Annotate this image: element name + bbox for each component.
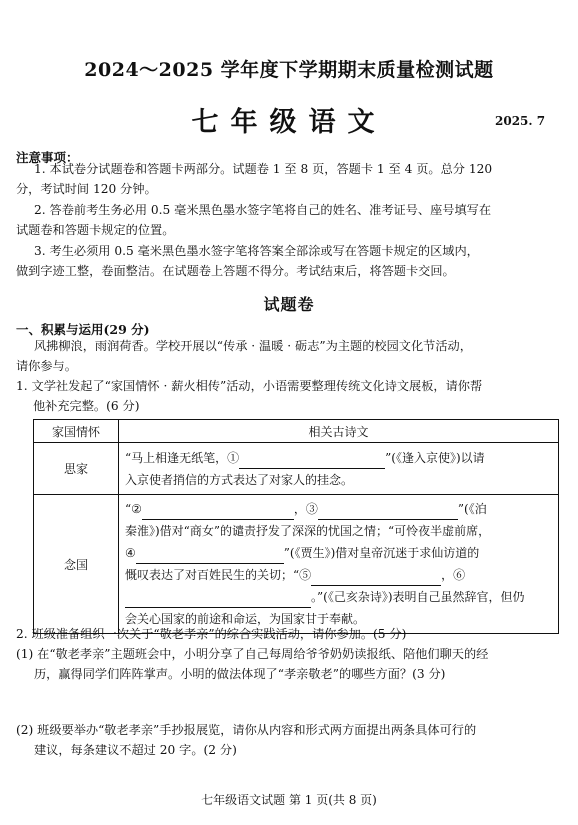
part1-intro-line: 请你参与。 — [16, 359, 77, 373]
poem-text: 会关心国家的前途和命运，为国家甘于奉献。 — [125, 612, 366, 626]
poem-text: ”(《逢入京使》)以请 — [385, 450, 485, 465]
notes-line: 分，考试时间 120 分钟。 — [16, 182, 157, 196]
table-header-content: 相关古诗文 — [119, 420, 559, 443]
notes-line: 试题卷和答题卡规定的位置。 — [16, 223, 175, 237]
poem-text: ④ — [125, 546, 136, 560]
row-category: 念国 — [34, 495, 119, 634]
subject-title: 七年级语文 — [191, 107, 387, 138]
poem-text: 。”(《己亥杂诗》)表明自己虽然辞官，但仍 — [311, 590, 525, 604]
poem-text: “② — [125, 502, 142, 516]
poem-text: “马上相逢无纸笔，① — [125, 450, 240, 465]
exam-title: 2024～2025 学年度下学期期末质量检测试题 — [84, 59, 494, 81]
table-row — [34, 443, 559, 495]
answer-blank-4[interactable] — [136, 549, 284, 564]
question-2-stem: 2. 班级准备组织一次关于“敬老孝亲”的综合实践活动，请你参加。(5 分) — [16, 627, 407, 641]
part1-intro-line: 风拂柳浪，雨润荷香。学校开展以“传承 · 温暖 · 砺志”为主题的校园文化节活动， — [34, 339, 472, 353]
notes-line: 3. 考生必须用 0.5 毫米黑色墨水签字笔将答案全部涂或写在答题卡规定的区域内， — [34, 244, 479, 258]
poem-text: ，⑥ — [441, 568, 466, 582]
table-header-row — [34, 420, 559, 443]
poem-text: 秦淮》)借对“商女”的谴责抒发了深深的忧国之情；“可怜夜半虚前席， — [125, 524, 491, 538]
poem-text: ，③ — [293, 502, 318, 516]
page-footer: 七年级语文试题 第 1 页(共 8 页) — [201, 793, 377, 807]
poem-text: 慨叹表达了对百姓民生的关切；“⑤ — [125, 568, 312, 582]
question-2-2-line: 建议，每条建议不超过 20 字。(2 分) — [34, 743, 237, 757]
notes-heading: 注意事项： — [16, 150, 79, 165]
notes-line: 2. 答卷前考生务必用 0.5 毫米黑色墨水签字笔将自己的姓名、准考证号、座号填写在 — [34, 203, 492, 217]
answer-blank-2[interactable] — [142, 505, 294, 520]
poem-text: ”(《泊 — [457, 502, 487, 516]
section-title: 试题卷 — [263, 295, 315, 314]
poem-table — [33, 419, 559, 634]
notes-line: 做到字迹工整，卷面整洁。在试题卷上答题不得分。考试结束后，将答题卡交回。 — [16, 264, 455, 278]
answer-blank-1[interactable] — [239, 454, 385, 469]
question-2-1-line: (1) 在“敬老孝亲”主题班会中，小明分享了自己每周给爷爷奶奶读报纸、陪他们聊天的经 — [16, 647, 489, 661]
poem-text: 入京使者捎信的方式表达了对家人的挂念。 — [125, 472, 354, 487]
question-2-1-line: 历，赢得同学们阵阵掌声。小明的做法体现了“孝亲敬老”的哪些方面？(3 分) — [34, 667, 446, 681]
question-1-line: 1. 文学社发起了“家国情怀 · 薪火相传”活动，小语需要整理传统文化诗文展板，请你帮 — [16, 379, 483, 393]
table-header-category: 家国情怀 — [34, 420, 119, 443]
table-row — [34, 495, 559, 634]
row-content — [119, 495, 559, 634]
answer-blank-6[interactable] — [125, 593, 311, 608]
part1-title: 一、积累与运用(29 分) — [16, 322, 150, 337]
notes-line: 1. 本试卷分试题卷和答题卡两部分。试题卷 1 至 8 页，答题卡 1 至 4 页。总分 120 — [34, 162, 493, 176]
exam-date: 2025. 7 — [495, 114, 546, 128]
answer-blank-5[interactable] — [311, 571, 441, 586]
row-category: 思家 — [34, 443, 119, 495]
poem-text: ”(《贾生》)借对皇帝沉迷于求仙访道的 — [283, 546, 480, 560]
question-1-line: 他补充完整。(6 分) — [33, 399, 140, 413]
row-content — [119, 443, 559, 495]
question-2-2-line: (2) 班级要举办“敬老孝亲”手抄报展览，请你从内容和形式两方面提出两条具体可行的 — [16, 723, 477, 737]
answer-blank-3[interactable] — [318, 505, 458, 520]
